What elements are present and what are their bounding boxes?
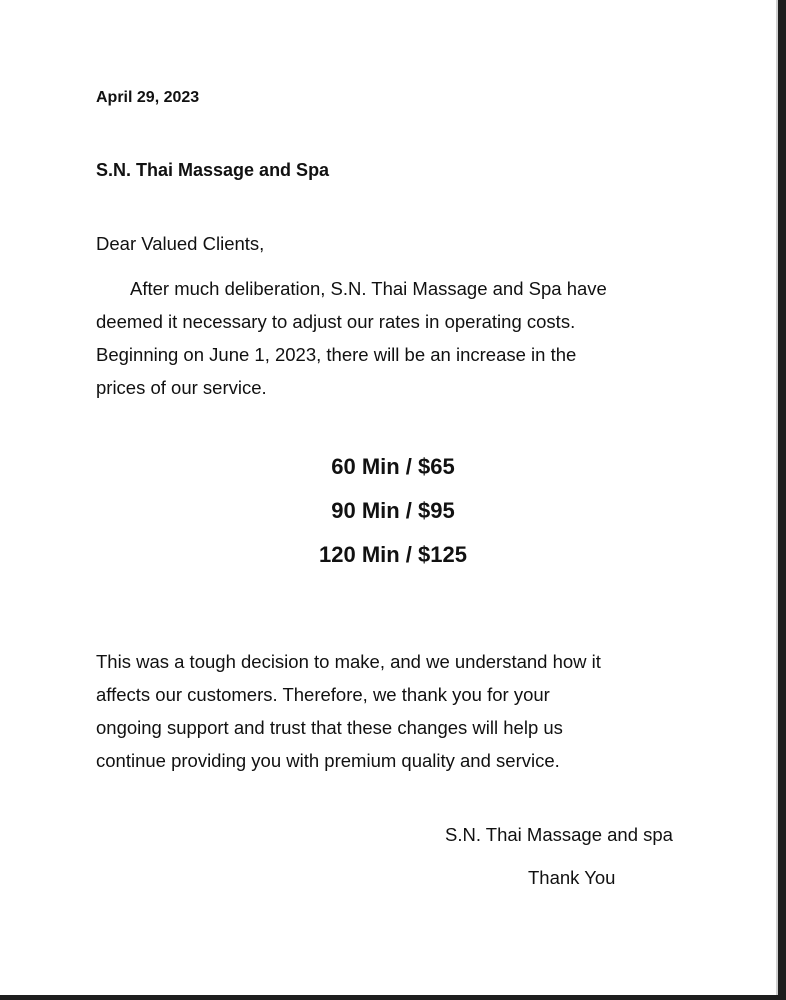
paragraph-line: After much deliberation, S.N. Thai Massage and Spa have: [130, 278, 607, 299]
paragraph-line: ongoing support and trust that these changes will help us: [96, 717, 563, 738]
letter-greeting: Dear Valued Clients,: [96, 233, 265, 254]
business-name-heading: S.N. Thai Massage and Spa: [96, 160, 330, 180]
paragraph-line: prices of our service.: [96, 377, 267, 398]
price-item: 120 Min / $125: [319, 542, 467, 567]
paragraph-line: Beginning on June 1, 2023, there will be an increase in the: [96, 344, 577, 365]
paragraph-line: continue providing you with premium quality and service.: [96, 750, 560, 771]
price-item: 90 Min / $95: [331, 498, 455, 523]
signature-business-name: S.N. Thai Massage and spa: [445, 824, 673, 845]
paragraph-line: deemed it necessary to adjust our rates in operating costs.: [96, 311, 576, 332]
closing-paragraph: [96, 645, 601, 777]
signature-thanks: Thank You: [528, 867, 616, 888]
letter-date: April 29, 2023: [96, 89, 200, 106]
intro-paragraph: [96, 272, 607, 404]
price-item: 60 Min / $65: [331, 454, 455, 479]
paragraph-line: This was a tough decision to make, and we understand how it: [96, 651, 601, 672]
page-edge-shadow: [0, 995, 786, 1000]
paragraph-line: affects our customers. Therefore, we thank you for your: [96, 684, 550, 705]
page-edge-shadow: [778, 0, 786, 1000]
